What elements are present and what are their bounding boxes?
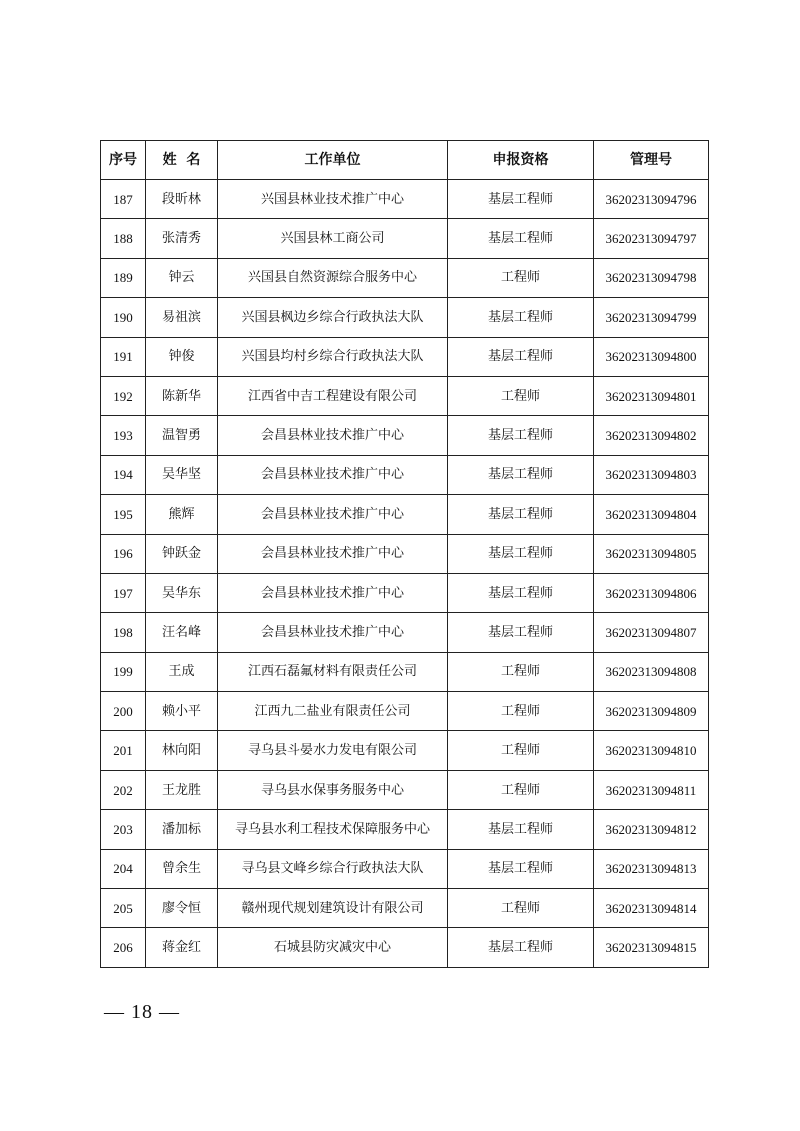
cell-name: 段昕林 bbox=[146, 180, 218, 219]
cell-unit: 会昌县林业技术推广中心 bbox=[218, 495, 448, 534]
cell-no: 195 bbox=[101, 495, 146, 534]
cell-unit: 寻乌县水保事务服务中心 bbox=[218, 770, 448, 809]
table-row bbox=[101, 534, 709, 573]
cell-name: 王龙胜 bbox=[146, 770, 218, 809]
cell-management-no: 36202313094810 bbox=[594, 731, 709, 770]
header-no: 序号 bbox=[101, 141, 146, 180]
cell-unit: 兴国县自然资源综合服务中心 bbox=[218, 258, 448, 297]
cell-management-no: 36202313094799 bbox=[594, 298, 709, 337]
table-body bbox=[101, 180, 709, 968]
cell-name: 王成 bbox=[146, 652, 218, 691]
cell-name: 易祖滨 bbox=[146, 298, 218, 337]
cell-name: 潘加标 bbox=[146, 810, 218, 849]
cell-qualification: 基层工程师 bbox=[448, 495, 594, 534]
cell-qualification: 基层工程师 bbox=[448, 298, 594, 337]
cell-name: 温智勇 bbox=[146, 416, 218, 455]
cell-unit: 江西省中吉工程建设有限公司 bbox=[218, 376, 448, 415]
cell-unit: 会昌县林业技术推广中心 bbox=[218, 534, 448, 573]
table-row bbox=[101, 298, 709, 337]
table-row bbox=[101, 573, 709, 612]
cell-unit: 兴国县林业技术推广中心 bbox=[218, 180, 448, 219]
cell-unit: 寻乌县水利工程技术保障服务中心 bbox=[218, 810, 448, 849]
cell-no: 197 bbox=[101, 573, 146, 612]
cell-qualification: 基层工程师 bbox=[448, 534, 594, 573]
cell-management-no: 36202313094800 bbox=[594, 337, 709, 376]
cell-management-no: 36202313094801 bbox=[594, 376, 709, 415]
cell-qualification: 基层工程师 bbox=[448, 573, 594, 612]
cell-name: 蒋金红 bbox=[146, 928, 218, 967]
cell-name: 廖令恒 bbox=[146, 889, 218, 928]
cell-unit: 会昌县林业技术推广中心 bbox=[218, 573, 448, 612]
cell-qualification: 工程师 bbox=[448, 692, 594, 731]
table-row bbox=[101, 692, 709, 731]
cell-name: 陈新华 bbox=[146, 376, 218, 415]
table-row bbox=[101, 613, 709, 652]
cell-name: 钟俊 bbox=[146, 337, 218, 376]
cell-name: 林向阳 bbox=[146, 731, 218, 770]
cell-qualification: 工程师 bbox=[448, 376, 594, 415]
cell-name: 吴华东 bbox=[146, 573, 218, 612]
table-row bbox=[101, 258, 709, 297]
cell-name: 赖小平 bbox=[146, 692, 218, 731]
cell-qualification: 基层工程师 bbox=[448, 337, 594, 376]
table-row bbox=[101, 928, 709, 967]
cell-management-no: 36202313094796 bbox=[594, 180, 709, 219]
cell-unit: 寻乌县斗晏水力发电有限公司 bbox=[218, 731, 448, 770]
cell-name: 曾余生 bbox=[146, 849, 218, 888]
cell-qualification: 基层工程师 bbox=[448, 455, 594, 494]
cell-qualification: 基层工程师 bbox=[448, 416, 594, 455]
cell-unit: 赣州现代规划建筑设计有限公司 bbox=[218, 889, 448, 928]
cell-no: 194 bbox=[101, 455, 146, 494]
table-row bbox=[101, 416, 709, 455]
table-row bbox=[101, 376, 709, 415]
header-unit: 工作单位 bbox=[218, 141, 448, 180]
cell-no: 192 bbox=[101, 376, 146, 415]
table-header-row bbox=[101, 141, 709, 180]
cell-management-no: 36202313094815 bbox=[594, 928, 709, 967]
cell-no: 200 bbox=[101, 692, 146, 731]
cell-unit: 会昌县林业技术推广中心 bbox=[218, 416, 448, 455]
cell-unit: 江西石磊氟材料有限责任公司 bbox=[218, 652, 448, 691]
cell-unit: 兴国县林工商公司 bbox=[218, 219, 448, 258]
cell-management-no: 36202313094802 bbox=[594, 416, 709, 455]
cell-management-no: 36202313094798 bbox=[594, 258, 709, 297]
cell-qualification: 基层工程师 bbox=[448, 613, 594, 652]
cell-management-no: 36202313094809 bbox=[594, 692, 709, 731]
header-qualification: 申报资格 bbox=[448, 141, 594, 180]
header-name: 姓 名 bbox=[146, 141, 218, 180]
cell-name: 张清秀 bbox=[146, 219, 218, 258]
cell-name: 汪名峰 bbox=[146, 613, 218, 652]
cell-qualification: 工程师 bbox=[448, 770, 594, 809]
cell-management-no: 36202313094803 bbox=[594, 455, 709, 494]
cell-name: 吴华坚 bbox=[146, 455, 218, 494]
cell-unit: 寻乌县文峰乡综合行政执法大队 bbox=[218, 849, 448, 888]
table-row bbox=[101, 495, 709, 534]
cell-qualification: 基层工程师 bbox=[448, 219, 594, 258]
cell-qualification: 工程师 bbox=[448, 889, 594, 928]
cell-name: 熊辉 bbox=[146, 495, 218, 534]
cell-qualification: 基层工程师 bbox=[448, 849, 594, 888]
cell-management-no: 36202313094813 bbox=[594, 849, 709, 888]
cell-qualification: 基层工程师 bbox=[448, 810, 594, 849]
cell-management-no: 36202313094806 bbox=[594, 573, 709, 612]
cell-qualification: 基层工程师 bbox=[448, 180, 594, 219]
table-row bbox=[101, 652, 709, 691]
header-management-no: 管理号 bbox=[594, 141, 709, 180]
cell-no: 203 bbox=[101, 810, 146, 849]
cell-management-no: 36202313094804 bbox=[594, 495, 709, 534]
roster-table bbox=[100, 140, 709, 968]
cell-no: 199 bbox=[101, 652, 146, 691]
cell-qualification: 工程师 bbox=[448, 652, 594, 691]
cell-no: 187 bbox=[101, 180, 146, 219]
cell-no: 190 bbox=[101, 298, 146, 337]
cell-no: 202 bbox=[101, 770, 146, 809]
cell-unit: 石城县防灾减灾中心 bbox=[218, 928, 448, 967]
table-row bbox=[101, 219, 709, 258]
cell-no: 198 bbox=[101, 613, 146, 652]
cell-management-no: 36202313094808 bbox=[594, 652, 709, 691]
cell-management-no: 36202313094807 bbox=[594, 613, 709, 652]
cell-unit: 兴国县均村乡综合行政执法大队 bbox=[218, 337, 448, 376]
cell-unit: 江西九二盐业有限责任公司 bbox=[218, 692, 448, 731]
cell-no: 188 bbox=[101, 219, 146, 258]
table-row bbox=[101, 810, 709, 849]
cell-management-no: 36202313094812 bbox=[594, 810, 709, 849]
table-row bbox=[101, 770, 709, 809]
cell-no: 205 bbox=[101, 889, 146, 928]
table-row bbox=[101, 849, 709, 888]
cell-unit: 兴国县枫边乡综合行政执法大队 bbox=[218, 298, 448, 337]
table-row bbox=[101, 889, 709, 928]
table-row bbox=[101, 455, 709, 494]
cell-no: 193 bbox=[101, 416, 146, 455]
cell-no: 201 bbox=[101, 731, 146, 770]
cell-management-no: 36202313094814 bbox=[594, 889, 709, 928]
cell-no: 204 bbox=[101, 849, 146, 888]
cell-name: 钟跃金 bbox=[146, 534, 218, 573]
cell-unit: 会昌县林业技术推广中心 bbox=[218, 455, 448, 494]
cell-unit: 会昌县林业技术推广中心 bbox=[218, 613, 448, 652]
table-row bbox=[101, 180, 709, 219]
cell-no: 191 bbox=[101, 337, 146, 376]
page-number: — 18 — bbox=[104, 1001, 180, 1023]
cell-no: 189 bbox=[101, 258, 146, 297]
cell-management-no: 36202313094805 bbox=[594, 534, 709, 573]
cell-qualification: 工程师 bbox=[448, 258, 594, 297]
cell-no: 196 bbox=[101, 534, 146, 573]
cell-name: 钟云 bbox=[146, 258, 218, 297]
cell-qualification: 基层工程师 bbox=[448, 928, 594, 967]
table-row bbox=[101, 337, 709, 376]
cell-no: 206 bbox=[101, 928, 146, 967]
cell-management-no: 36202313094811 bbox=[594, 770, 709, 809]
cell-qualification: 工程师 bbox=[448, 731, 594, 770]
table-row bbox=[101, 731, 709, 770]
cell-management-no: 36202313094797 bbox=[594, 219, 709, 258]
